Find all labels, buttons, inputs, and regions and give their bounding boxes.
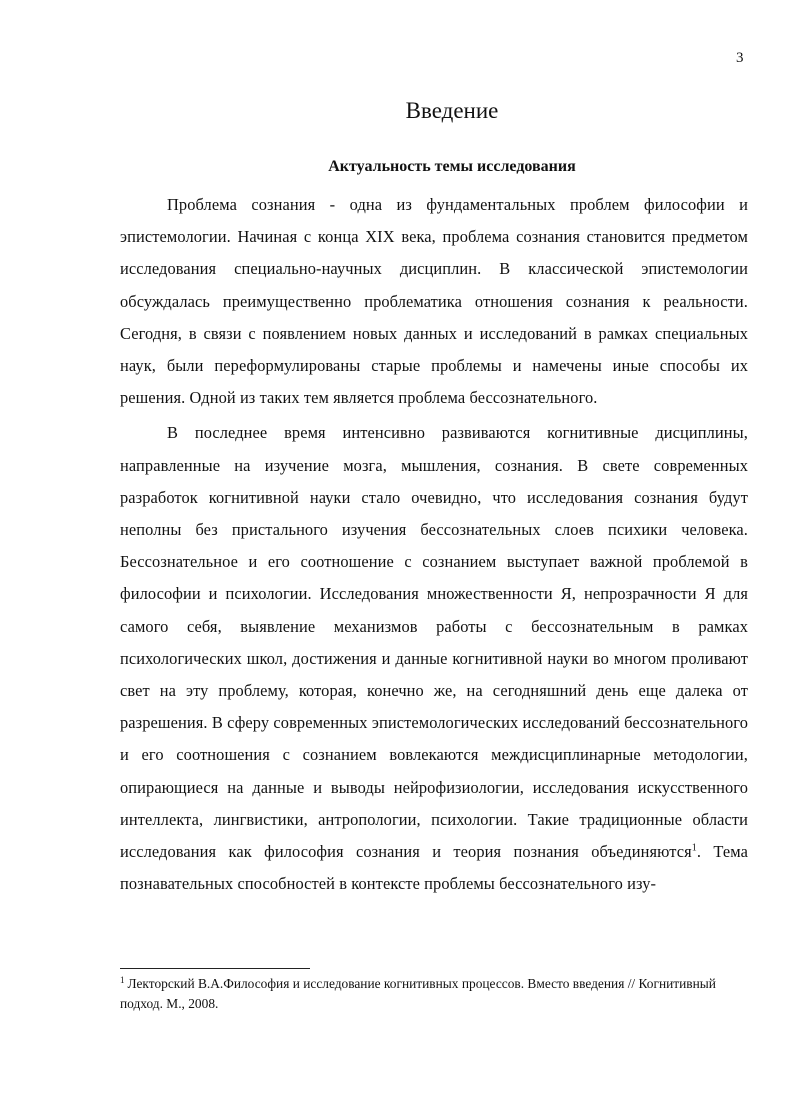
- footnote-text: Лекторский В.А.Философия и исследование когнитивных процессов. Вместо введения // Когнитивный подход. М., 2008.: [120, 976, 716, 1011]
- paragraph: [120, 417, 748, 900]
- paragraph-text: В последнее время интенсивно развиваются когнитивные дисциплины, направленные на изучение мозга, мышления, сознания. В свете современных разработок когнитивной науки стало очевидно, что исследования сознания будут неполны без пристального изучения бессознательных слоев психики человека. Бессознательное и его соотношение с сознанием выступает важной проблемой в философии и психологии. Исследования множественности Я, непрозрачности Я для самого себя, выявление механизмов работы с бессознательным в рамках психологических школ, достижения и данные когнитивной науки во многом проливают свет на эту проблему, которая, конечно же, на сегодняшний день еще далека от разрешения. В сферу современных эпистемологических исследований бессознательного и его соотношения с сознанием вовлекаются междисциплинарные методологии, опирающиеся на данные и выводы нейрофизиологии, исследования искусственного интеллекта, лингвистики, антропологии, психологии. Такие традиционные области исследования как философия сознания и теория познания объединяются: [120, 423, 748, 862]
- chapter-title: Введение: [405, 98, 499, 123]
- footnote: [120, 974, 750, 1014]
- body-text: [120, 189, 748, 900]
- footnote-reference: 1: [691, 842, 697, 854]
- footnote-number: 1: [120, 974, 125, 985]
- paragraph: Проблема сознания - одна из фундаментальных проблем философии и эпистемологии. Начиная с конца XIX века, проблема сознания становится предметом исследования специально-научных дисциплин. В классической эпистемологии обсуждалась преимущественно проблематика отношения сознания к реальности. Сегодня, в связи с появлением новых данных и исследований в рамках специальных наук, были переформулированы старые проблемы и намечены иные способы их решения. Одной из таких тем является проблема бессознательного.: [120, 195, 748, 408]
- paragraph-text-continued: . Тема познавательных способностей в контексте проблемы бессознательного изу-: [120, 842, 748, 894]
- section-title: Актуальность темы исследования: [328, 158, 576, 175]
- page-number: 3: [736, 50, 744, 66]
- footnote-divider: [120, 968, 310, 969]
